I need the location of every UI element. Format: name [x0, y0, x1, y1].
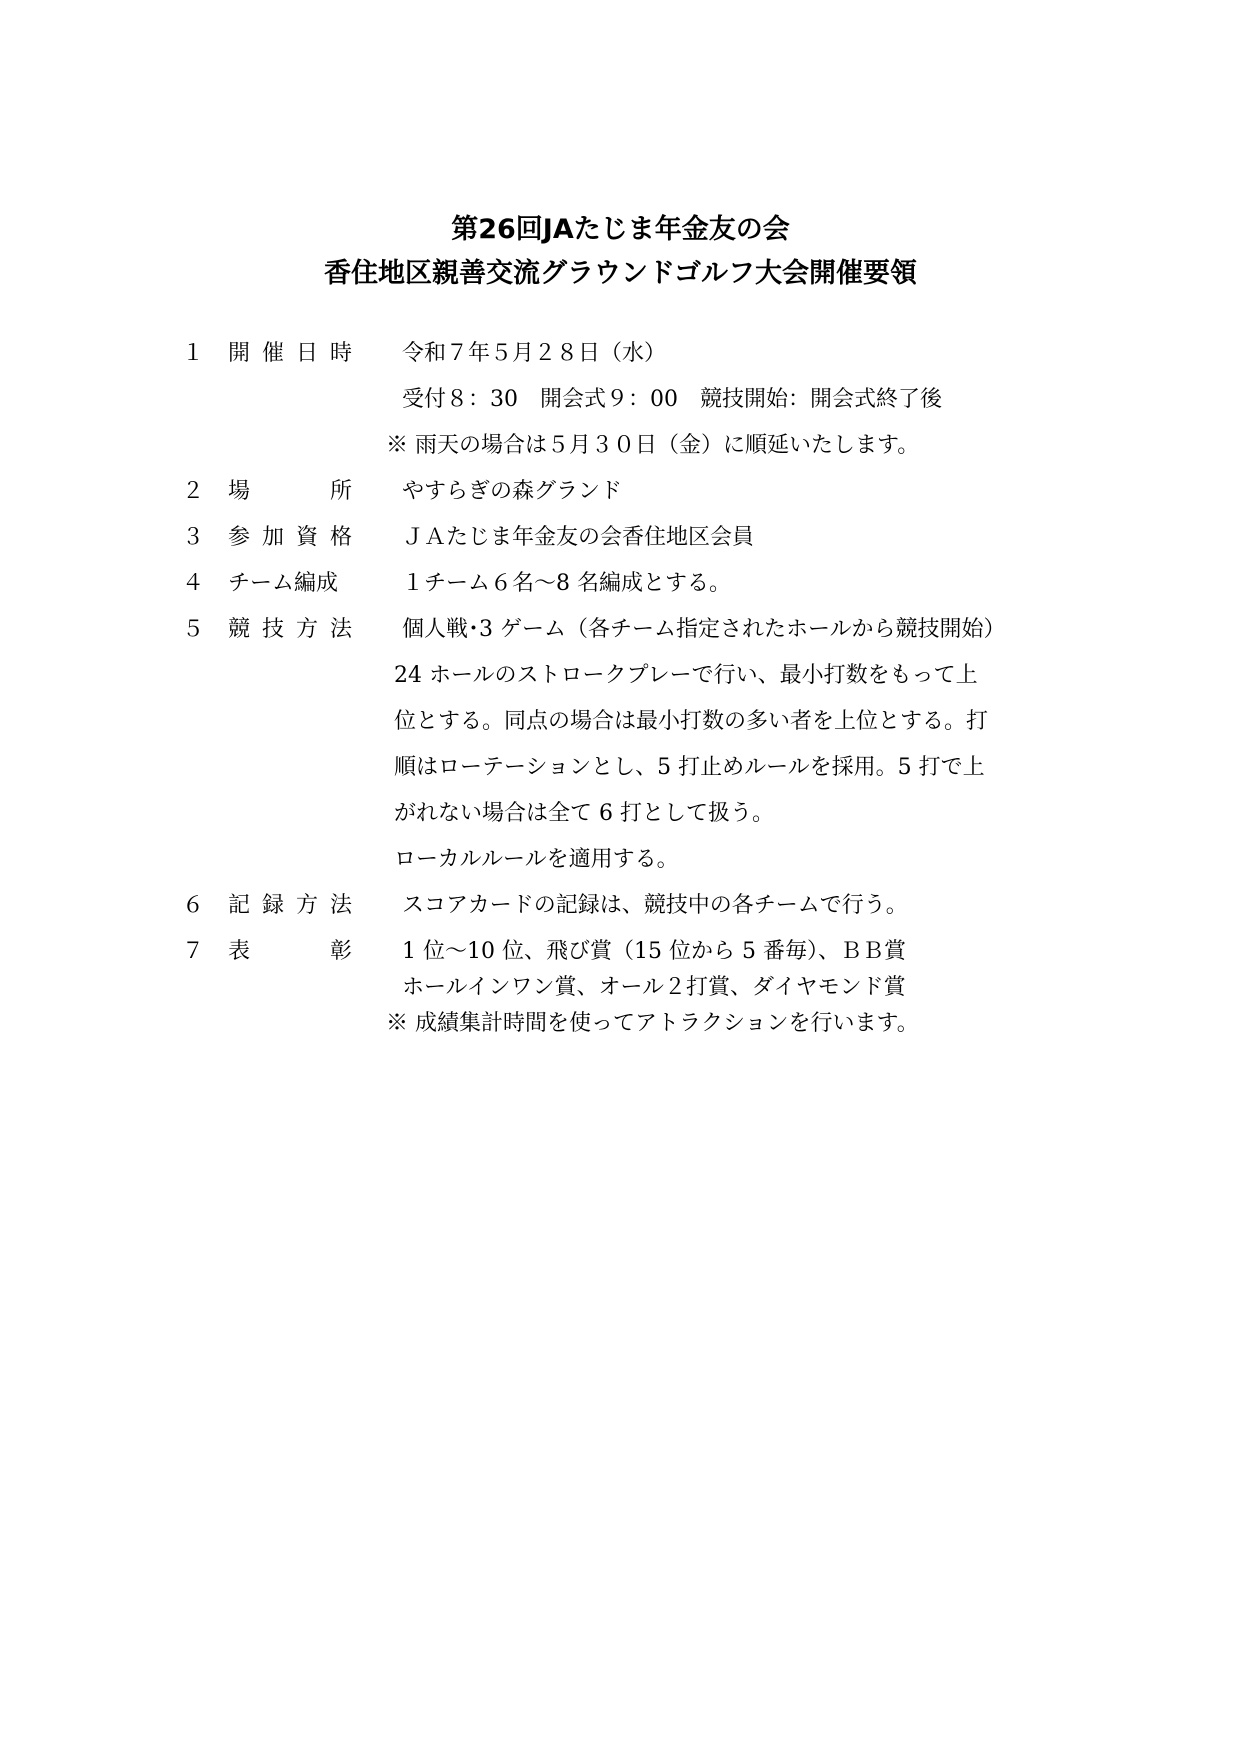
section-line: ローカルルールを適用する。: [394, 847, 679, 872]
section-line: 1 位～10 位、飛び賞（15 位から 5 番毎）、ＢＢ賞: [402, 939, 906, 964]
section-number: ４: [182, 571, 205, 596]
section-line: 受付８：30 開会式９：00 競技開始：開会式終了後: [402, 387, 942, 412]
section-line: 24 ホールのストロークプレーで行い、最小打数をもって上: [394, 663, 978, 688]
document-title-line2: 香住地区親善交流グラウンドゴルフ大会開催要領: [324, 258, 917, 289]
section-label: 開催日時: [228, 341, 352, 366]
section-line: スコアカードの記録は、競技中の各チームで行う。: [402, 893, 908, 918]
section-number: １: [182, 341, 205, 366]
section-number: ３: [182, 525, 205, 550]
section-label: 競技方法: [228, 617, 352, 642]
section-label: 参加資格: [228, 525, 352, 550]
section-number: ６: [182, 893, 205, 918]
section-number: ５: [182, 617, 205, 642]
section-note: ※ 成績集計時間を使ってアトラクションを行います。: [386, 1011, 919, 1036]
section-number: ２: [182, 479, 205, 504]
section-line: ＪＡたじま年金友の会香住地区会員: [402, 525, 755, 550]
section-label: チーム編成: [228, 571, 339, 596]
section-label: 記録方法: [228, 893, 352, 918]
document-title-line1: 第26回JAたじま年金友の会: [451, 214, 790, 245]
section-label: 場所: [228, 479, 352, 504]
section-line: １チーム６名～8 名編成とする。: [402, 571, 731, 596]
section-line: 令和７年５月２８日（水）: [402, 341, 667, 366]
section-line: 個人戦･3 ゲーム（各チーム指定されたホールから競技開始）: [402, 617, 1006, 642]
section-line: がれない場合は全て 6 打として扱う。: [394, 801, 774, 826]
section-line: 順はローテーションとし、5 打止めルールを採用。5 打で上: [394, 755, 985, 780]
section-note: ※ 雨天の場合は５月３０日（金）に順延いたします。: [386, 433, 920, 458]
section-number: ７: [182, 939, 205, 964]
section-line: ホールインワン賞、オール２打賞、ダイヤモンド賞: [402, 975, 906, 1000]
section-line: やすらぎの森グランド: [402, 479, 623, 504]
section-line: 位とする。同点の場合は最小打数の多い者を上位とする。打: [394, 709, 989, 734]
section-label: 表彰: [228, 939, 352, 964]
